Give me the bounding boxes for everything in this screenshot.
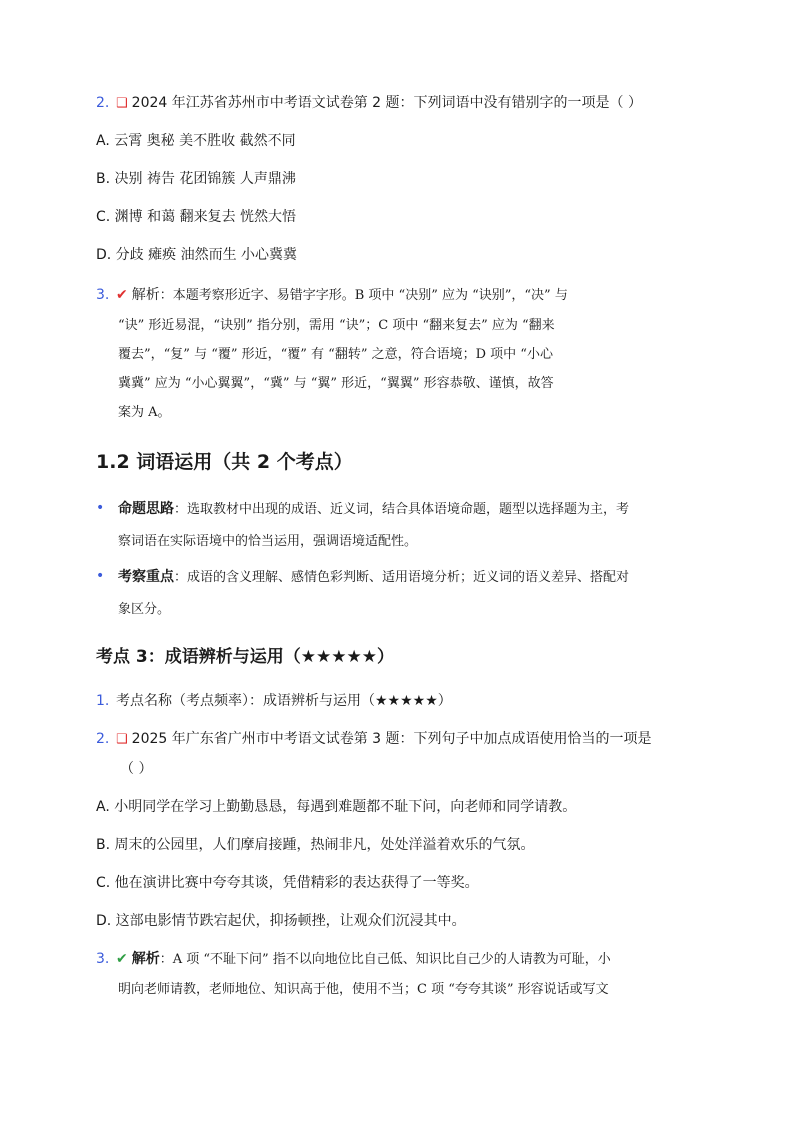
bullet-text-line: 象区分。 <box>118 602 171 617</box>
list-number: 3. <box>96 287 110 303</box>
bullet-line <box>118 566 629 589</box>
question-line <box>96 92 642 115</box>
option-b: B. 周末的公园里，人们摩肩接踵，热闹非凡，处处洋溢着欢乐的气氛。 <box>96 837 535 853</box>
question-text-cont: （ ） <box>120 761 153 777</box>
bullet-label: 命题思路 <box>118 501 174 517</box>
question-text: 2025 年广东省广州市中考语文试卷第 3 题：下列句子中加点成语使用恰当的一项是 <box>131 731 652 747</box>
bullet-line <box>118 498 629 521</box>
kaodian-name: 考点名称（考点频率）：成语辨析与运用（★★★★★） <box>116 693 452 709</box>
checkbox-icon: ❑ <box>116 96 128 111</box>
option-b: B. 决别 祷告 花团锦簇 人声鼎沸 <box>96 171 296 187</box>
list-number: 2. <box>96 95 110 111</box>
bullet-text: ：选取教材中出现的成语、近义词，结合具体语境命题，题型以选择题为主，考 <box>174 502 630 517</box>
answer-line: 案为 A。 <box>118 405 171 420</box>
answer-label: 解析 <box>131 951 160 967</box>
answer-first-line <box>96 948 611 971</box>
answer-line: 覆去”，“复” 与 “覆” 形近，“覆” 有 “翻转” 之意，符合语境；D 项中 “小心 <box>118 347 553 362</box>
answer-text: ：本题考察形近字、易错字字形。B 项中 “决别” 应为 “诀别”，“决” 与 <box>159 288 568 303</box>
option-a: A. 云霄 奥秘 美不胜收 截然不同 <box>96 133 296 149</box>
bullet-text: ：成语的含义理解、感情色彩判断、适用语境分析；近义词的语义差异、搭配对 <box>174 570 630 585</box>
kaodian-heading: 考点 3：成语辨析与运用（★★★★★） <box>96 647 394 667</box>
list-number: 1. <box>96 693 110 709</box>
kaodian-item <box>96 690 452 712</box>
bullet-icon: • <box>96 500 105 516</box>
question-line <box>96 728 652 751</box>
check-icon: ✔ <box>116 287 128 303</box>
option-d: D. 分歧 瘫痪 油然而生 小心冀冀 <box>96 247 298 263</box>
option-a: A. 小明同学在学习上勤勤恳恳，每遇到难题都不耻下问，向老师和同学请教。 <box>96 799 577 815</box>
answer-line: 冀冀” 应为 “小心翼翼”，“冀” 与 “翼” 形近，“翼翼” 形容恭敬、谨慎，故答 <box>118 376 554 391</box>
answer-text: ：A 项 “不耻下问” 指不以向地位比自己低、知识比自己少的人请教为可耻，小 <box>159 952 611 967</box>
bullet-icon: • <box>96 568 105 584</box>
check-icon: ✔ <box>116 951 128 967</box>
option-c: C. 他在演讲比赛中夸夸其谈，凭借精彩的表达获得了一等奖。 <box>96 875 479 891</box>
answer-label: 解析 <box>131 287 160 303</box>
bullet-label: 考察重点 <box>118 569 174 585</box>
section-heading: 1.2 词语运用（共 2 个考点） <box>96 451 353 473</box>
list-number: 2. <box>96 731 110 747</box>
answer-line: 明向老师请教，老师地位、知识高于他，使用不当；C 项 “夸夸其谈” 形容说话或写文 <box>118 982 609 997</box>
question-text: 2024 年江苏省苏州市中考语文试卷第 2 题：下列词语中没有错别字的一项是（ ） <box>131 95 642 111</box>
answer-line: “诀” 形近易混，“诀别” 指分别，需用 “诀”；C 项中 “翻来复去” 应为 “翻来 <box>118 318 555 333</box>
answer-first-line <box>96 284 568 307</box>
checkbox-icon: ❑ <box>116 732 128 747</box>
option-c: C. 渊博 和蔼 翻来复去 恍然大悟 <box>96 209 297 225</box>
option-d: D. 这部电影情节跌宕起伏，抑扬顿挫，让观众们沉浸其中。 <box>96 913 466 929</box>
bullet-text-line: 察词语在实际语境中的恰当运用，强调语境适配性。 <box>118 534 418 549</box>
list-number: 3. <box>96 951 110 967</box>
